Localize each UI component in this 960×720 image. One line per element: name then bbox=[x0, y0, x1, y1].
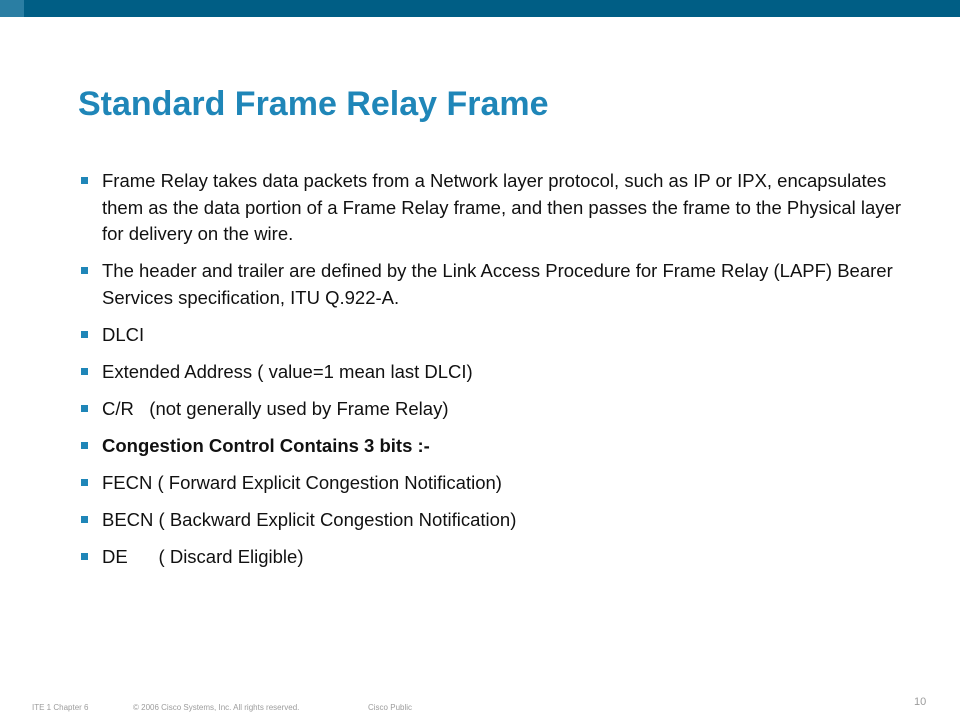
top-banner-accent bbox=[0, 0, 24, 17]
bullet-text: BECN ( Backward Explicit Congestion Notification) bbox=[102, 508, 517, 530]
bullet-item bbox=[78, 396, 908, 423]
bullet-text: DE ( Discard Eligible) bbox=[102, 545, 304, 567]
square-bullet-icon bbox=[81, 479, 88, 486]
bullet-item bbox=[78, 507, 908, 534]
bullet-text: Congestion Control Contains 3 bits :- bbox=[102, 434, 430, 456]
square-bullet-icon bbox=[81, 368, 88, 375]
bullet-text: DLCI bbox=[102, 323, 145, 345]
bullet-text: C/R (not generally used by Frame Relay) bbox=[102, 397, 449, 419]
slide-title: Standard Frame Relay Frame bbox=[78, 85, 549, 123]
bullet-text: The header and trailer are defined by the Link Access Procedure for Frame Relay (LAPF) Bearer Services specification, ITU Q.922-A. bbox=[102, 260, 898, 308]
bullet-item bbox=[78, 359, 908, 386]
bullet-text: Frame Relay takes data packets from a Network layer protocol, such as IP or IPX, encapsulates them as the data portion of a Frame Relay frame, and then passes the frame to the Physical layer for delivery on the wire. bbox=[102, 170, 907, 244]
square-bullet-icon bbox=[81, 405, 88, 412]
bullet-list bbox=[78, 168, 908, 581]
bullet-item bbox=[78, 470, 908, 497]
bullet-item bbox=[78, 544, 908, 571]
page-number: 10 bbox=[914, 696, 927, 708]
bullet-item bbox=[78, 433, 908, 460]
square-bullet-icon bbox=[81, 267, 88, 274]
square-bullet-icon bbox=[81, 331, 88, 338]
bullet-item bbox=[78, 168, 908, 248]
footer-copyright: © 2006 Cisco Systems, Inc. All rights reserved. bbox=[133, 703, 300, 712]
bullet-text: FECN ( Forward Explicit Congestion Notification) bbox=[102, 471, 502, 493]
bullet-text: Extended Address ( value=1 mean last DLCI) bbox=[102, 360, 473, 382]
footer-classification: Cisco Public bbox=[368, 703, 413, 712]
square-bullet-icon bbox=[81, 177, 88, 184]
bullet-item bbox=[78, 322, 908, 349]
top-banner bbox=[0, 0, 960, 17]
slide-footer bbox=[0, 696, 960, 714]
bullet-item bbox=[78, 258, 908, 311]
footer-course: ITE 1 Chapter 6 bbox=[32, 703, 89, 712]
square-bullet-icon bbox=[81, 553, 88, 560]
square-bullet-icon bbox=[81, 516, 88, 523]
square-bullet-icon bbox=[81, 442, 88, 449]
